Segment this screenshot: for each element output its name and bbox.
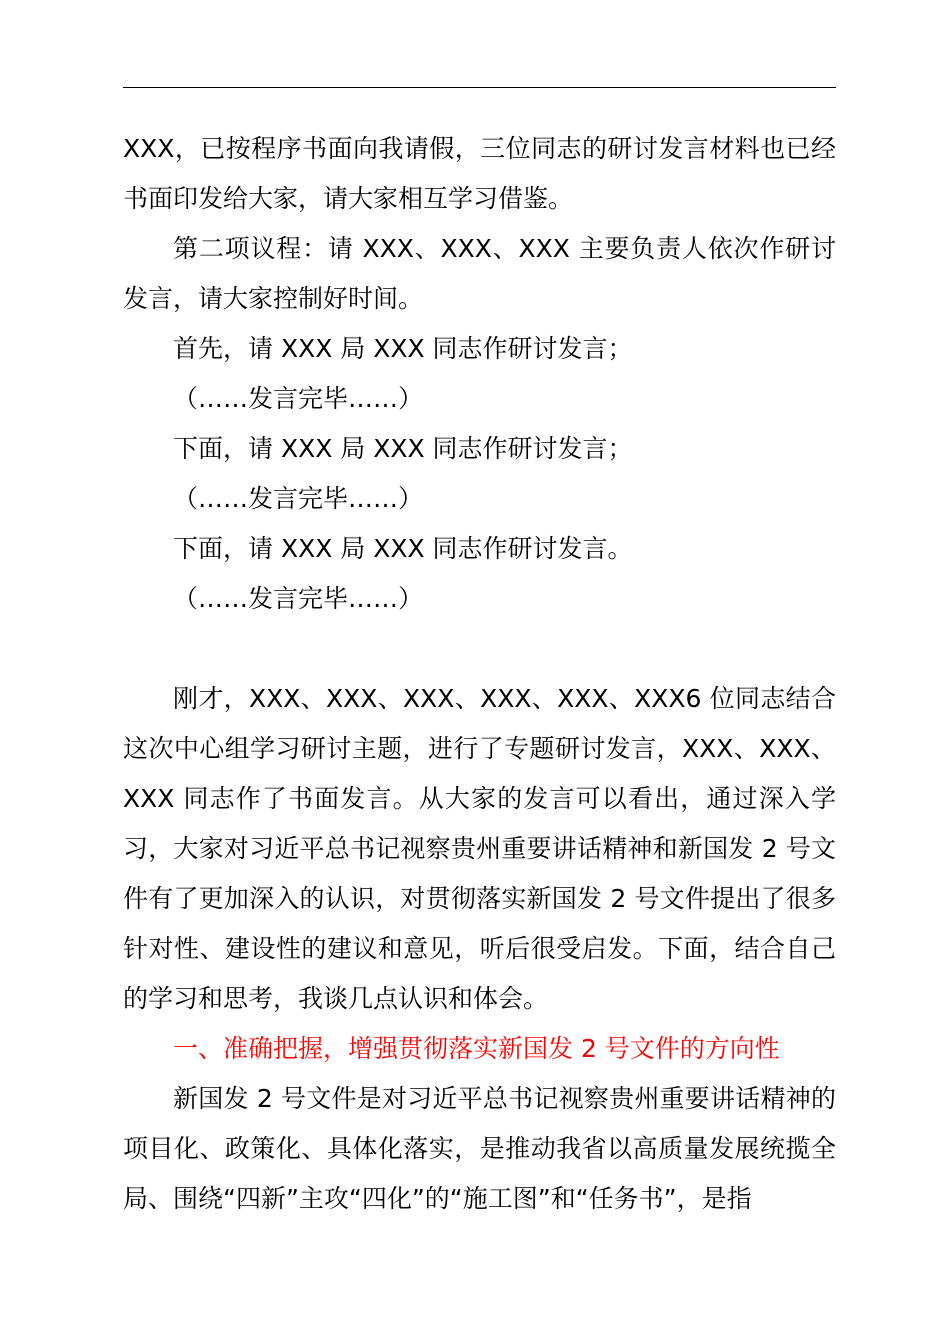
paragraph-summary: 刚才，XXX、XXX、XXX、XXX、XXX、XXX6 位同志结合这次中心组学习研讨主题，进行了专题研讨发言，XXX、XXX、XXX 同志作了书面发言。从大家的发言可以看出，通过深入学习，大家对习近平总书记视察贵州重要讲话精神和新国发 2 号文件有了更加深入的认识，对贯彻落实新国发 2 号文件提出了很多针对性、建设性的建议和意见，听后很受启发。下面，结合自己的学习和思考，我谈几点认识和体会。: [123, 684, 836, 1013]
paragraph-speech-finished-3: （……发言完毕……）: [173, 584, 424, 613]
paragraph-third-speaker: 下面，请 XXX 局 XXX 同志作研讨发言。: [173, 534, 633, 563]
header-rule: [123, 87, 836, 88]
blank-line: [123, 624, 836, 674]
paragraph-document-significance: 新国发 2 号文件是对习近平总书记视察贵州重要讲话精神的项目化、政策化、具体化落实，是推动我省以高质量发展统揽全局、围绕“四新”主攻“四化”的“施工图”和“任务书”，是指: [123, 1084, 836, 1213]
document-body: [123, 124, 836, 1224]
paragraph-second-speaker: 下面，请 XXX 局 XXX 同志作研讨发言；: [173, 434, 633, 463]
section-heading-one: 一、准确把握，增强贯彻落实新国发 2 号文件的方向性: [173, 1034, 780, 1063]
paragraph-agenda-item-two: 第二项议程：请 XXX、XXX、XXX 主要负责人依次作研讨发言，请大家控制好时间。: [123, 234, 836, 313]
paragraph-speech-finished-2: （……发言完毕……）: [173, 484, 424, 513]
paragraph-leave-notice: XXX，已按程序书面向我请假，三位同志的研讨发言材料也已经书面印发给大家，请大家相互学习借鉴。: [123, 134, 836, 213]
paragraph-first-speaker: 首先，请 XXX 局 XXX 同志作研讨发言；: [173, 334, 633, 363]
paragraph-speech-finished-1: （……发言完毕……）: [173, 384, 424, 413]
